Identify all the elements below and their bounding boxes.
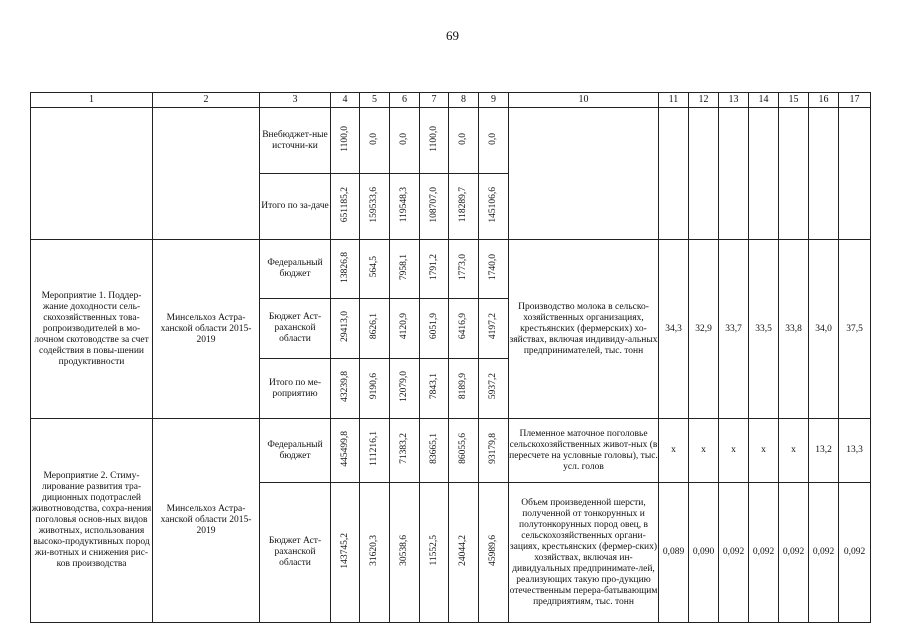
header-cell: 10 bbox=[509, 93, 659, 108]
indicator-value: х bbox=[671, 445, 676, 455]
value-cell: 31620,3 bbox=[369, 535, 379, 566]
value-cell: 5937,2 bbox=[488, 373, 498, 400]
indicator-value: 32,9 bbox=[695, 323, 712, 334]
value-cell: 564,5 bbox=[369, 256, 379, 278]
header-cell: 2 bbox=[153, 93, 260, 108]
empty-cell bbox=[659, 108, 689, 240]
value-cell: 29413,0 bbox=[339, 311, 350, 342]
indicator-value: х bbox=[731, 445, 736, 455]
value-cell: 43239,8 bbox=[339, 371, 350, 402]
funding-source: Итого по за-даче bbox=[260, 174, 331, 240]
indicator-value: 34,3 bbox=[665, 323, 682, 334]
header-cell: 1 bbox=[31, 93, 153, 108]
value-cell: 1100,0 bbox=[428, 125, 439, 152]
indicator-name: Объем произведенной шерсти, полученной от тонкорунных и полутонкорунных пород овец, в сельскохозяйственных органи-зациях, крестьянских (фермер-ских) хозяйствах, включая ин-дивидуальных предпринимате-лей, реализующих такую про-дукцию отечественным перера-батывающим предприятиям, тыс. тонн bbox=[509, 483, 659, 623]
header-cell: 11 bbox=[659, 93, 689, 108]
header-row bbox=[31, 93, 871, 108]
value-cell: 6416,9 bbox=[458, 313, 468, 340]
indicator-value: 0,090 bbox=[692, 547, 715, 557]
header-cell: 13 bbox=[719, 93, 749, 108]
funding-source: Бюджет Аст-раханской области bbox=[260, 483, 331, 623]
header-cell: 7 bbox=[420, 93, 449, 108]
value-cell: 445499,8 bbox=[339, 430, 350, 467]
value-cell: 0,0 bbox=[399, 132, 409, 145]
indicator-name: Племенное маточное поголовье сельскохозяйственных живот-ных (в пересчете на условные головы), тыс. усл. голов bbox=[509, 419, 659, 483]
funding-source: Федеральный бюджет bbox=[260, 240, 331, 299]
indicator-value: х bbox=[701, 445, 706, 455]
header-cell: 16 bbox=[809, 93, 839, 108]
measure-executor: Минсельхоз Астра-ханской области 2015-2019 bbox=[153, 419, 260, 623]
indicator-value: 13,3 bbox=[846, 445, 863, 455]
funding-source: Бюджет Аст-раханской области bbox=[260, 299, 331, 359]
indicator-value: 34,0 bbox=[815, 323, 832, 334]
empty-cell bbox=[153, 108, 260, 240]
value-cell: 651185,2 bbox=[339, 186, 350, 223]
value-cell: 0,0 bbox=[458, 132, 468, 145]
value-cell: 30538,6 bbox=[399, 535, 409, 566]
indicator-value: 0,092 bbox=[752, 547, 775, 557]
value-cell: 93179,8 bbox=[488, 433, 498, 464]
indicator-value: 0,089 bbox=[662, 547, 685, 557]
header-cell: 17 bbox=[839, 93, 871, 108]
indicator-value: 33,8 bbox=[785, 323, 802, 334]
table-row bbox=[31, 108, 871, 174]
value-cell: 143745,2 bbox=[339, 532, 350, 569]
empty-cell bbox=[719, 108, 749, 240]
indicator-name: Производство молока в сельско-хозяйственных организациях, крестьянских (фермерских) хо-зяйствах, включая индивиду-альных предпринимателей, тыс. тонн bbox=[509, 240, 659, 419]
value-cell: 1773,0 bbox=[458, 253, 468, 281]
program-table bbox=[30, 92, 871, 623]
value-cell: 1100,0 bbox=[339, 125, 350, 152]
empty-cell bbox=[839, 108, 871, 240]
value-cell: 4120,9 bbox=[399, 313, 409, 340]
indicator-value: х bbox=[761, 445, 766, 455]
header-cell: 3 bbox=[260, 93, 331, 108]
header-cell: 8 bbox=[449, 93, 479, 108]
empty-cell bbox=[779, 108, 809, 240]
funding-source: Итого по ме-роприятию bbox=[260, 359, 331, 419]
value-cell: 13826,8 bbox=[339, 251, 350, 283]
indicator-value: 0,092 bbox=[812, 547, 835, 557]
value-cell: 11552,5 bbox=[428, 535, 439, 566]
header-cell: 12 bbox=[689, 93, 719, 108]
funding-source: Федеральный бюджет bbox=[260, 419, 331, 483]
page-number: 69 bbox=[446, 28, 459, 43]
header-cell: 5 bbox=[360, 93, 390, 108]
value-cell: 119548,3 bbox=[399, 186, 409, 223]
header-cell: 4 bbox=[331, 93, 360, 108]
empty-cell bbox=[509, 108, 659, 240]
indicator-value: 0,092 bbox=[722, 547, 745, 557]
measure-executor: Минсельхоз Астра-ханской области 2015-2019 bbox=[153, 240, 260, 419]
value-cell: 86055,6 bbox=[458, 433, 468, 464]
value-cell: 118289,7 bbox=[458, 186, 468, 223]
value-cell: 45989,6 bbox=[488, 535, 498, 566]
funding-source: Внебюджет-ные источни-ки bbox=[260, 108, 331, 174]
empty-cell bbox=[689, 108, 719, 240]
value-cell: 8189,9 bbox=[458, 373, 468, 400]
value-cell: 0,0 bbox=[488, 132, 498, 145]
empty-cell bbox=[749, 108, 779, 240]
indicator-value: 0,092 bbox=[782, 547, 805, 557]
header-cell: 15 bbox=[779, 93, 809, 108]
value-cell: 111216,1 bbox=[369, 431, 379, 466]
empty-cell bbox=[31, 108, 153, 240]
measure-title: Мероприятие 1. Поддер-жание доходности сель-скохозяйственных това-ропроизводителей в мо-лочном скотоводстве за счет содействия в повы-шении продуктивности bbox=[31, 240, 153, 419]
header-cell: 9 bbox=[479, 93, 509, 108]
indicator-value: 33,5 bbox=[755, 323, 772, 334]
value-cell: 71383,2 bbox=[399, 433, 409, 464]
header-cell: 6 bbox=[390, 93, 420, 108]
value-cell: 145106,6 bbox=[488, 186, 498, 223]
header-cell: 14 bbox=[749, 93, 779, 108]
value-cell: 6051,9 bbox=[428, 313, 439, 340]
table-row bbox=[31, 240, 871, 299]
indicator-value: 0,092 bbox=[843, 547, 866, 557]
value-cell: 0,0 bbox=[369, 132, 379, 145]
value-cell: 7843,1 bbox=[428, 373, 439, 400]
empty-cell bbox=[809, 108, 839, 240]
value-cell: 83665,1 bbox=[428, 433, 439, 464]
table-row bbox=[31, 419, 871, 483]
indicator-value: 37,5 bbox=[846, 323, 863, 334]
value-cell: 1740,0 bbox=[488, 253, 498, 281]
value-cell: 12079,0 bbox=[399, 371, 409, 402]
value-cell: 7958,1 bbox=[399, 253, 409, 281]
value-cell: 8626,1 bbox=[369, 313, 379, 340]
indicator-value: х bbox=[791, 445, 796, 455]
value-cell: 4197,2 bbox=[488, 313, 498, 340]
indicator-value: 13,2 bbox=[815, 445, 832, 455]
indicator-value: 33,7 bbox=[725, 323, 742, 334]
value-cell: 9190,6 bbox=[369, 373, 379, 400]
measure-title: Мероприятие 2. Стиму-лирование развития тра-диционных подотраслей животноводства, сохра-нения поголовья основ-ных видов животных, использования высоко-продуктивных пород жи-вотных и снижения рис-ков производства bbox=[31, 419, 153, 623]
value-cell: 159533,6 bbox=[369, 186, 379, 223]
value-cell: 1791,2 bbox=[428, 253, 439, 281]
value-cell: 24044,2 bbox=[458, 535, 468, 566]
value-cell: 108707,0 bbox=[428, 186, 439, 223]
